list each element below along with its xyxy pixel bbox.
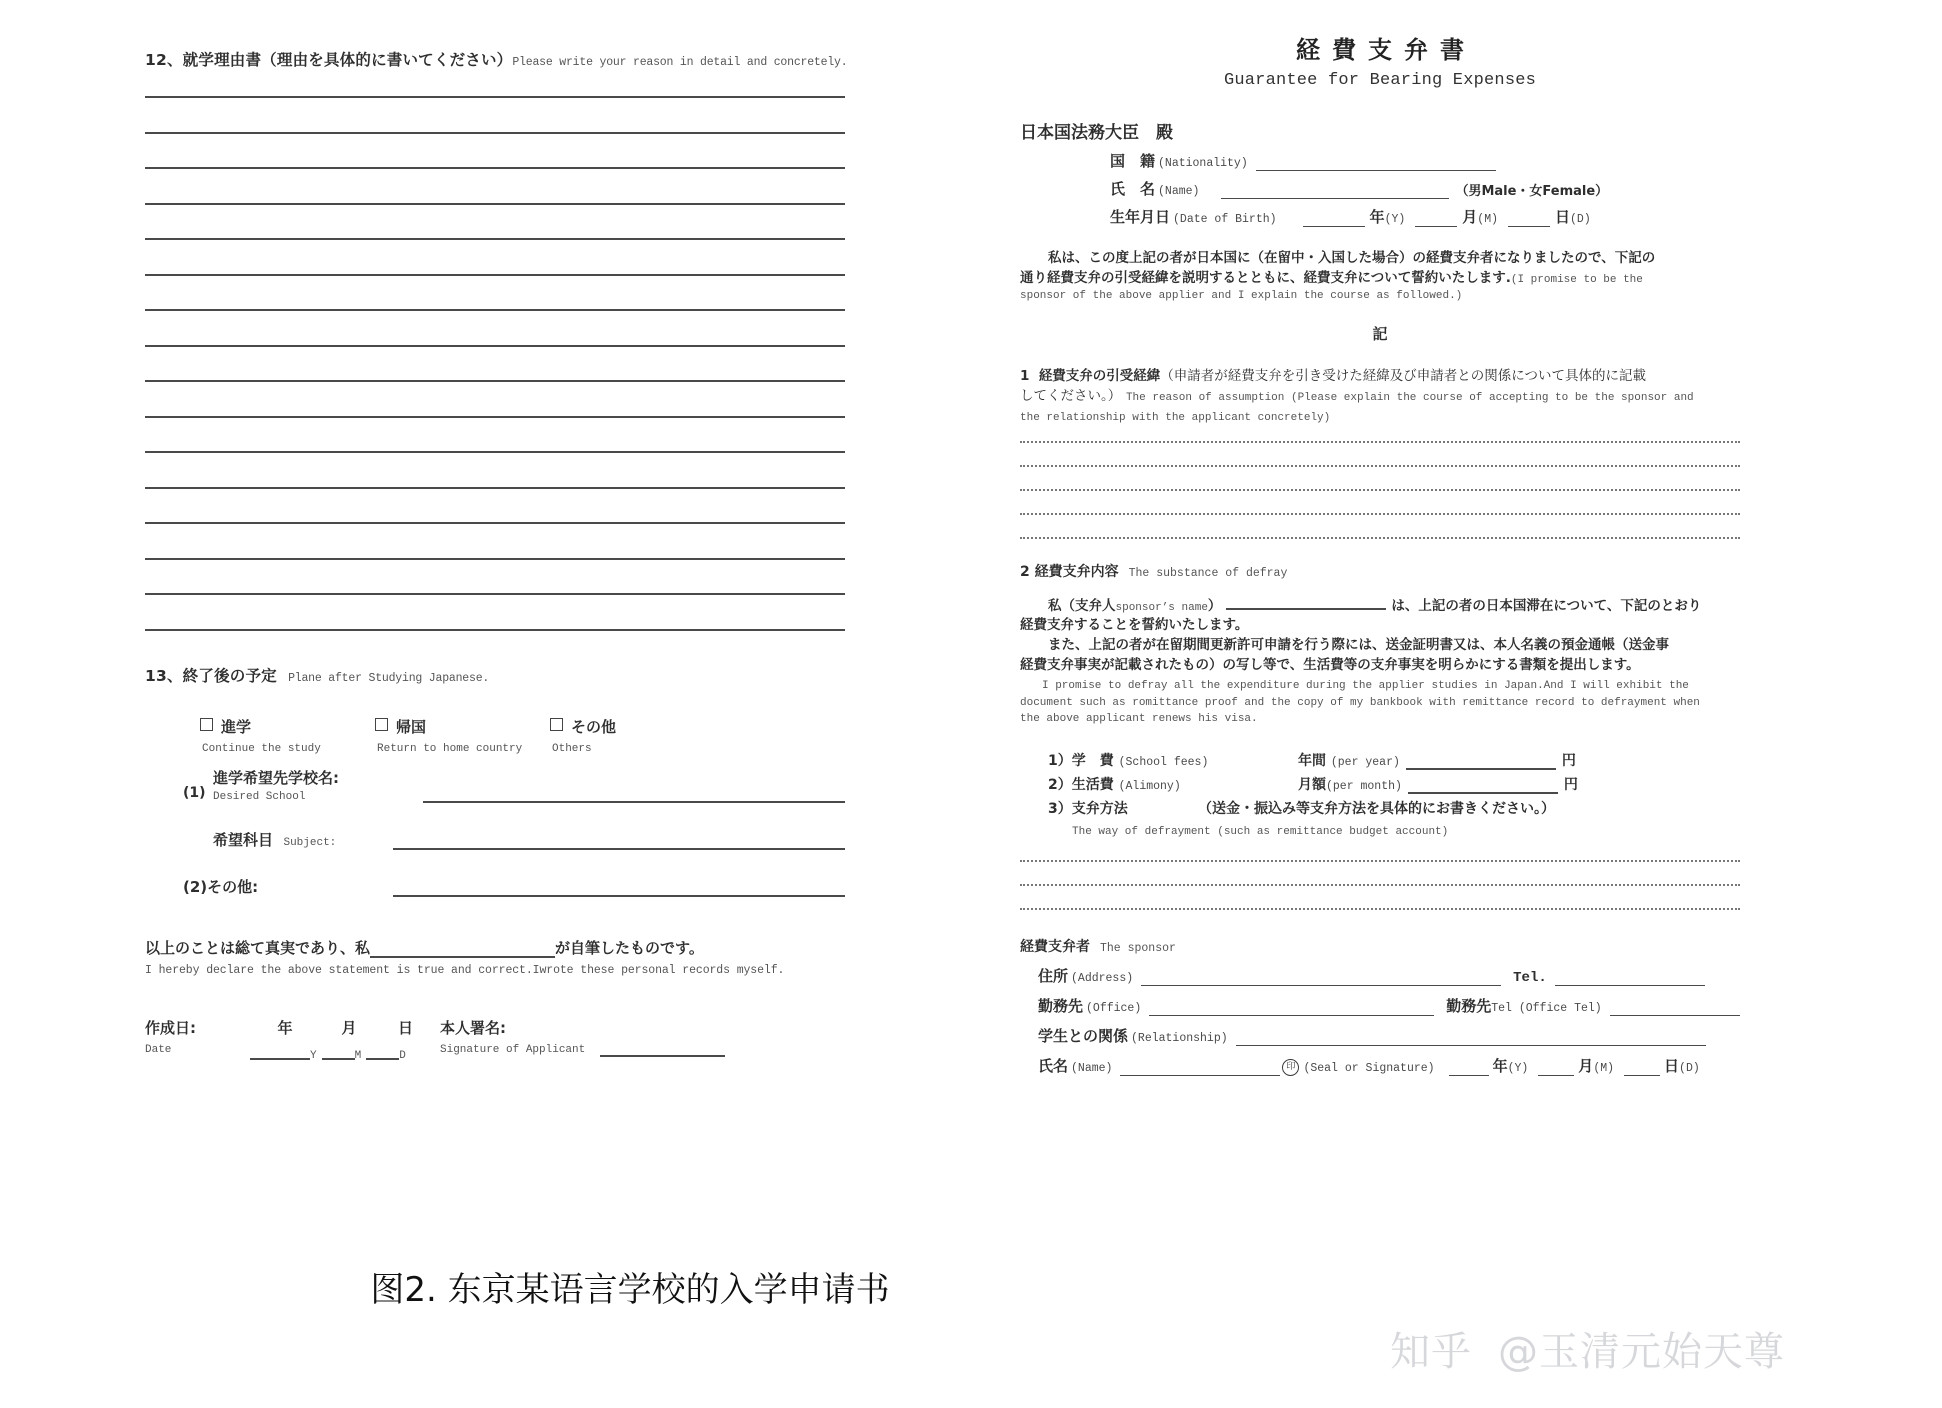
writing-line[interactable] [145,238,845,240]
section-1-desc-2: してください。） [1020,387,1122,404]
desired-school-row [183,767,845,803]
dob-year-en: (Y) [1384,213,1406,226]
checkbox-icon[interactable] [200,718,213,731]
intro-jp-1: 私は、この度上記の者が日本国に（在留中・入国した場合）の経費支弁者になりましたので、下記の [1048,250,1656,266]
declaration-en: I hereby declare the above statement is true and correct.Iwrote these personal records myself. [145,964,785,977]
writing-line[interactable] [145,96,845,98]
date-year-en: Y [310,1050,317,1062]
sponsor-title-en: The sponsor [1100,942,1176,956]
date-day-input[interactable] [366,1046,399,1060]
writing-line[interactable] [145,629,845,631]
ki-marker: 記 [1372,324,1388,343]
section-2-body-4: 経費支弁事実が記載されたもの）の写し等で、生活費等の支弁事実を明らかにする書類を提出します。 [1020,656,1640,673]
defray-method-no: 3） [1048,800,1072,817]
sponsor-name-prefix: 私（支弁人 [1048,597,1116,614]
signature-label-jp: 本人署名: [440,1019,506,1037]
section-2-body [1020,595,1740,675]
dotted-line[interactable] [1020,465,1740,467]
date-signature-block [145,1017,845,1062]
dotted-line[interactable] [1020,537,1740,539]
date-month-jp: 月 [341,1019,357,1037]
school-fee-unit: 円 [1561,752,1576,769]
sponsor-month-input[interactable] [1538,1061,1574,1076]
declaration-jp-before: 以上のことは総て真実であり、私 [145,939,371,957]
writing-line[interactable] [145,309,845,311]
subject-label-jp: 希望科目 [213,831,274,849]
sponsor-address-label-en: (Address) [1071,972,1134,986]
desired-school-label-jp: 進学希望先学校名: [213,769,339,787]
sponsor-signature-input[interactable] [1120,1061,1280,1076]
living-cost-jp: 生活費 [1071,776,1114,793]
zhihu-watermark [1390,1320,1785,1377]
sponsor-relationship-label-en: (Relationship) [1131,1032,1228,1046]
dob-year-input[interactable] [1303,212,1365,227]
sponsor-year-jp: 年 [1492,1057,1508,1076]
nationality-label-en: (Nationality) [1158,157,1248,170]
living-cost-row [1048,774,1740,794]
dob-day-input[interactable] [1508,212,1550,227]
signature-input[interactable] [600,1045,725,1057]
section-12-title-jp: 就学理由書（理由を具体的に書いてください） [182,51,513,69]
sponsor-office-tel-label-jp: 勤務先 [1446,997,1492,1016]
option-label-jp: 進学 [221,718,252,736]
section-12-title-en: Please write your reason in detail and concretely. [512,56,848,69]
sponsor-name-paren: ） [1207,597,1222,614]
signature-label-en: Signature of Applicant [440,1044,586,1056]
figure-caption: 图2. 东京某语言学校的入学申请书 [370,1270,890,1310]
living-cost-input[interactable] [1408,779,1558,794]
checkbox-icon[interactable] [550,718,563,731]
sponsor-relationship-label-jp: 学生との関係 [1038,1027,1129,1046]
option-return-home[interactable] [375,716,550,755]
right-form-guarantee [1020,30,1740,1076]
others-label-jp: その他: [207,878,259,896]
section-2-title-jp: 経費支弁内容 [1034,563,1119,580]
date-year-jp: 年 [277,1019,293,1037]
section-13-heading [145,664,845,686]
date-day-jp: 日 [397,1019,413,1037]
school-fee-period-en: (per year) [1330,755,1400,769]
writing-line[interactable] [145,132,845,134]
sponsor-name-label-jp: 氏名 [1038,1057,1069,1076]
sponsor-month-en: (M) [1593,1062,1615,1076]
school-fee-jp: 学 費 [1071,752,1114,769]
school-fee-no: 1） [1048,752,1072,769]
section-2-body-en-1: I promise to defray all the expenditure during the applier studies in Japan.And I will exhibit the [1042,680,1689,693]
option-label-jp: 帰国 [396,718,427,736]
defray-method-note: （送金・振込み等支弁方法を具体的にお書きください。） [1198,800,1555,817]
date-label-jp: 作成日: [145,1019,196,1037]
sponsor-address-label-jp: 住所 [1038,967,1069,986]
sponsor-title-jp: 経費支弁者 [1020,939,1090,956]
dob-day-en: (D) [1570,213,1591,226]
date-month-input[interactable] [322,1046,355,1060]
sponsor-day-input[interactable] [1624,1061,1660,1076]
subject-input[interactable] [393,848,845,850]
date-day-en: D [399,1050,406,1062]
section-13-number: 13、 [145,667,183,685]
section-2-heading [1020,561,1740,581]
sponsor-day-en: (D) [1679,1062,1700,1076]
applicant-name-label-jp: 氏 名 [1110,180,1156,198]
nationality-input[interactable] [1256,156,1496,171]
left-form-application [145,48,848,1062]
sponsor-name-row [1038,1055,1740,1076]
writing-line[interactable] [145,167,845,169]
sponsor-tel-input[interactable] [1555,971,1705,986]
writing-line[interactable] [145,522,845,524]
writing-line[interactable] [145,380,845,382]
sponsor-office-tel-input[interactable] [1610,1001,1740,1016]
section-2-body-2: 経費支弁することを誓約いたします。 [1020,617,1249,634]
sponsor-tel-label: Tel. [1513,970,1547,987]
dob-month-input[interactable] [1415,212,1457,227]
dob-day-jp: 日 [1555,208,1571,226]
subject-row [213,829,845,850]
declaration-jp-after: が自筆したものです。 [555,939,704,957]
school-fee-row [1048,750,1740,770]
option-label-jp: その他 [571,718,617,736]
section-12-heading [145,48,848,70]
sponsor-office-label-en: (Office) [1086,1002,1142,1016]
section-2-body-en-2: document such as romittance proof and the copy of my bankbook with remittance record to defrayment when [1020,696,1700,709]
option-label-en: Return to home country [377,743,523,755]
declaration-jp [145,937,845,958]
option-continue-study[interactable] [200,716,375,755]
date-year-input[interactable] [250,1046,310,1060]
guarantee-title-jp: 経費支弁書 [1296,36,1476,64]
nationality-row [1110,150,1740,171]
section-12-writing-lines[interactable] [145,96,845,631]
plan-options [200,716,845,755]
dotted-line[interactable] [1020,908,1740,910]
section-2-body-en-3: the above applicant renews his visa. [1020,713,1258,726]
section-1-number: 1 [1020,367,1030,384]
watermark-user: @玉清元始天尊 [1498,1329,1785,1375]
gender-options[interactable]: （男Male・女Female） [1455,184,1609,199]
section-1-dotted-lines[interactable] [1020,441,1740,539]
subject-label-en: Subject: [283,837,337,849]
seal-icon: 印 [1282,1059,1299,1076]
applicant-name-row [1110,178,1740,199]
sponsor-month-jp: 月 [1578,1057,1594,1076]
signature-label [440,1017,595,1056]
section-2-body-en [1020,678,1740,728]
living-cost-no: 2） [1048,776,1072,793]
writing-line[interactable] [145,345,845,347]
sponsor-office-tel-label-en: Tel (Office Tel) [1491,1002,1602,1016]
writing-line[interactable] [145,274,845,276]
dob-year-jp: 年 [1369,208,1385,226]
writing-line[interactable] [145,558,845,560]
applicant-name-input[interactable] [1221,184,1449,199]
sponsor-name-input[interactable] [1226,595,1386,610]
others-row [183,876,845,897]
section-2 [1020,561,1740,910]
section-13 [145,664,845,897]
dob-label-en: (Date of Birth) [1173,213,1277,226]
sponsor-name-label-en: (Name) [1071,1062,1113,1076]
section-13-title-en: Plane after Studying Japanese. [288,672,490,685]
intro-jp-2: 通り経費支弁の引受経緯を説明するとともに、経費支弁について誓約いたします. [1020,269,1511,286]
signature-field[interactable] [595,1017,845,1057]
sponsor-office-label-jp: 勤務先 [1038,997,1084,1016]
dob-row [1110,206,1740,227]
sponsor-section-heading [1020,936,1740,956]
writing-line[interactable] [145,487,845,489]
dotted-line[interactable] [1020,860,1740,862]
living-cost-unit: 円 [1563,776,1578,793]
section-1-desc-en-2: the relationship with the applicant concretely) [1020,412,1331,425]
desired-school-input[interactable] [423,801,845,803]
others-input[interactable] [393,895,845,897]
date-label [145,1017,250,1056]
nationality-label-jp: 国 籍 [1110,152,1156,170]
section-2-number: 2 [1020,563,1030,580]
option-others[interactable] [550,716,725,755]
section-2-body-3: また、上記の者が在留期間更新許可申請を行う際には、送金証明書又は、本人名義の預金通帳（送金事 [1048,637,1669,653]
seal-label-en: (Seal or Signature) [1303,1062,1435,1076]
dotted-line[interactable] [1020,441,1740,443]
section-2-title-en: The substance of defray [1128,566,1288,580]
sponsor-name-prefix-en: sponsor’s name [1115,601,1208,614]
section-13-title-jp: 終了後の予定 [182,667,277,685]
applicant-name-label-en: (Name) [1158,185,1200,198]
sponsor-office-row [1038,995,1740,1016]
date-month-en: M [354,1050,362,1062]
section-1-desc-1: （申請者が経費支弁を引き受けた経緯及び申請者との関係について具体的に記載 [1160,367,1647,384]
sponsor-day-jp: 日 [1664,1057,1680,1076]
date-ymd-fields [250,1017,440,1062]
section-1-desc-en-1: The reason of assumption (Please explain the course of accepting to be the sponsor and [1125,391,1694,404]
declarant-name-input[interactable] [370,941,555,958]
section-1-title-jp: 経費支弁の引受経緯 [1038,367,1161,384]
watermark-site: 知乎 [1390,1329,1472,1375]
sponsor-relationship-row [1038,1025,1740,1046]
defray-method-row [1048,798,1740,818]
section-12-number: 12、 [145,51,183,69]
guarantee-title-en: Guarantee for Bearing Expenses [1223,71,1537,90]
others-number: (2) [183,878,208,896]
school-fee-period-jp: 年間 [1298,752,1326,769]
sponsor-address-row [1038,965,1740,986]
writing-line[interactable] [145,451,845,453]
section-1-heading [1020,366,1740,427]
writing-line[interactable] [145,416,845,418]
sponsor-relationship-input[interactable] [1236,1031,1706,1046]
dob-label-jp: 生年月日 [1110,208,1171,226]
defray-method-en: The way of defrayment (such as remittance budget account) [1072,825,1449,838]
sponsor-year-input[interactable] [1449,1061,1489,1076]
defray-method-jp: 支弁方法 [1071,800,1128,817]
dotted-line[interactable] [1020,489,1740,491]
sponsor-office-input[interactable] [1149,1001,1434,1016]
dob-month-en: (M) [1477,213,1499,226]
sponsor-year-en: (Y) [1507,1062,1529,1076]
writing-line[interactable] [145,203,845,205]
dotted-line[interactable] [1020,884,1740,886]
defray-method-dotted-lines[interactable] [1020,860,1740,910]
sponsor-name-suffix: は、上記の者の日本国滞在について、下記のとおり [1391,597,1702,614]
option-label-en: Continue the study [202,743,321,755]
intro-en-2: sponsor of the above applier and I explain the course as followed.) [1020,290,1463,303]
declaration-block [145,937,845,977]
school-fee-input[interactable] [1406,755,1556,770]
living-cost-period-en: (per month) [1326,779,1402,793]
writing-line[interactable] [145,593,845,595]
living-cost-en: (Alimony) [1118,779,1181,793]
sponsor-address-input[interactable] [1141,971,1501,986]
intro-paragraph [1020,249,1740,305]
option-label-en: Others [552,743,592,755]
school-fee-en: (School fees) [1118,755,1209,769]
date-label-en: Date [145,1044,172,1056]
dob-month-jp: 月 [1462,208,1478,226]
intro-en-inline: (I promise to be the [1510,273,1643,286]
checkbox-icon[interactable] [375,718,388,731]
desired-school-number: (1) [183,785,206,801]
addressee: 日本国法務大臣 殿 [1020,123,1173,143]
dotted-line[interactable] [1020,513,1740,515]
living-cost-period-jp: 月額 [1298,776,1326,793]
desired-school-label-en: Desired School [213,791,306,803]
